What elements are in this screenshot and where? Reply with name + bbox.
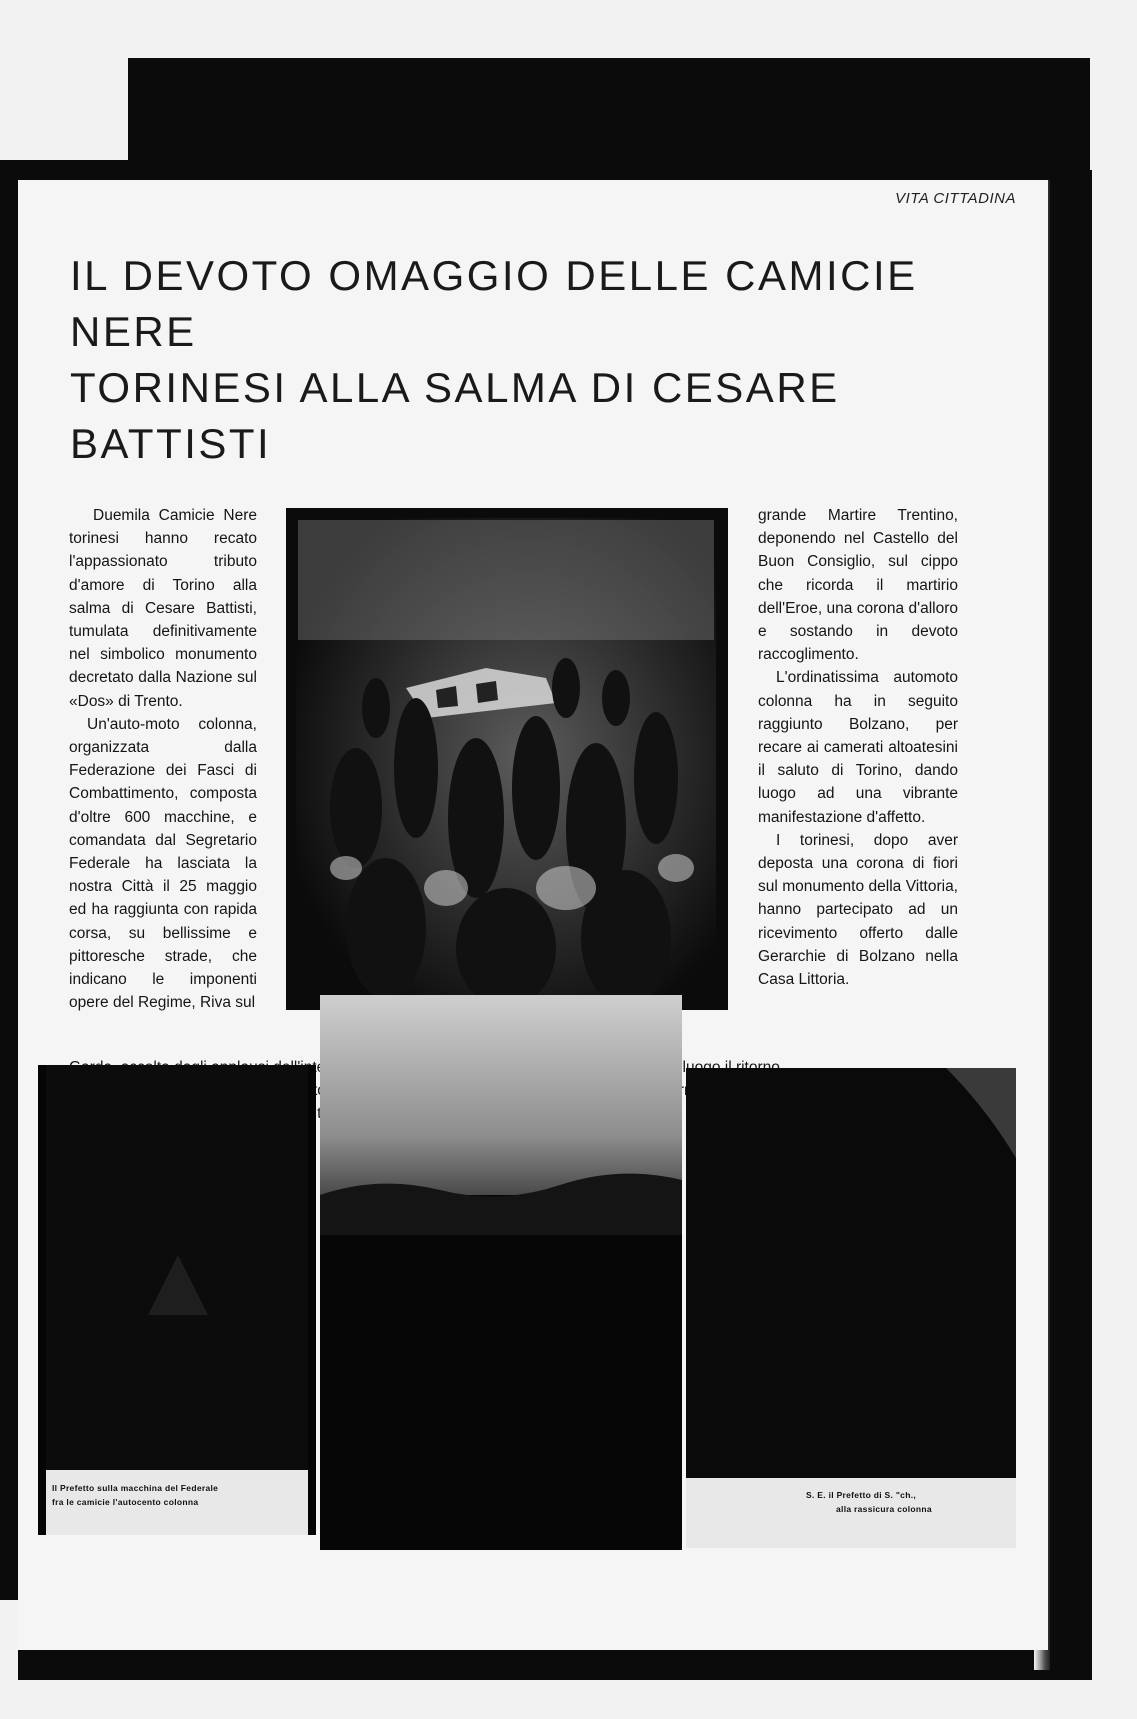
photo-funeral-procession-image — [286, 508, 728, 1010]
title-line-1: IL DEVOTO OMAGGIO DELLE CAMICIE NERE — [70, 252, 918, 355]
scan-border-top — [128, 58, 1090, 180]
photo-prefect-greeting-image — [686, 1068, 1016, 1548]
scan-border-left — [0, 180, 18, 1600]
photo-prefect-car — [38, 1065, 316, 1535]
paragraph: grande Martire Trentino, deponendo nel Castello del Buon Consiglio, sul cippo che ricorda il martirio dell'Eroe, una corona d'alloro e sostando in devoto raccoglimento. — [758, 507, 958, 664]
article-column-right — [758, 504, 958, 991]
photo-motorway-column — [320, 995, 682, 1550]
section-label: VITA CITTADINA — [895, 190, 1016, 207]
photo-prefect-greeting — [686, 1068, 1016, 1548]
article-column-left — [69, 504, 257, 1014]
paragraph: L'ordinatissima automoto colonna ha in seguito raggiunto Bolzano, per recare ai camerati altoatesini il saluto di Torino, dando luogo ad una vibrante manifestazione d'affetto. — [758, 669, 958, 826]
caption-left-photo-line-2: fra le camicie l'autocento colonna — [52, 1497, 199, 1507]
caption-right-photo-line-1: S. E. il Prefetto di S. "ch., — [806, 1490, 917, 1500]
title-line-2: TORINESI ALLA SALMA DI CESARE BATTISTI — [70, 364, 840, 467]
photo-funeral-procession — [286, 508, 728, 1010]
page-header — [66, 190, 1016, 230]
photo-motorway-column-image — [320, 995, 682, 1550]
scan-border-top-left — [0, 160, 130, 182]
photo-prefect-car-image — [38, 1065, 316, 1535]
article-title — [70, 248, 970, 472]
paragraph: Un'auto-moto colonna, organizzata dalla Federazione dei Fasci di Combattimento, composta d'oltre 600 macchine, e comandata dal Segretario Federale ha lasciata la nostra Città il 25 maggio ed ha raggiunta con rapida corsa, su bellissime e pittoresche strade, che indicano le imponenti opere del Regime, Riva sul — [69, 715, 257, 1012]
scan-border-right — [1048, 170, 1092, 1670]
paragraph: I torinesi, dopo aver deposta una corona di fiori sul monumento della Vittoria, hanno partecipato ad un ricevimento offerto dalle Gerarchie di Bolzano nella Casa Littoria. — [758, 831, 958, 989]
paragraph: Duemila Camicie Nere torinesi hanno recato l'appassionato tributo d'amore di Torino alla salma di Cesare Battisti, tumulata definitivamente nel simbolico monumento decretato dalla Nazione sul «Dos» di Trento. — [69, 507, 257, 710]
caption-right-photo-line-2: alla rassicura colonna — [836, 1504, 932, 1514]
caption-left-photo-line-1: Il Prefetto sulla macchina del Federale — [52, 1483, 219, 1493]
scan-border-bottom — [18, 1650, 1092, 1680]
